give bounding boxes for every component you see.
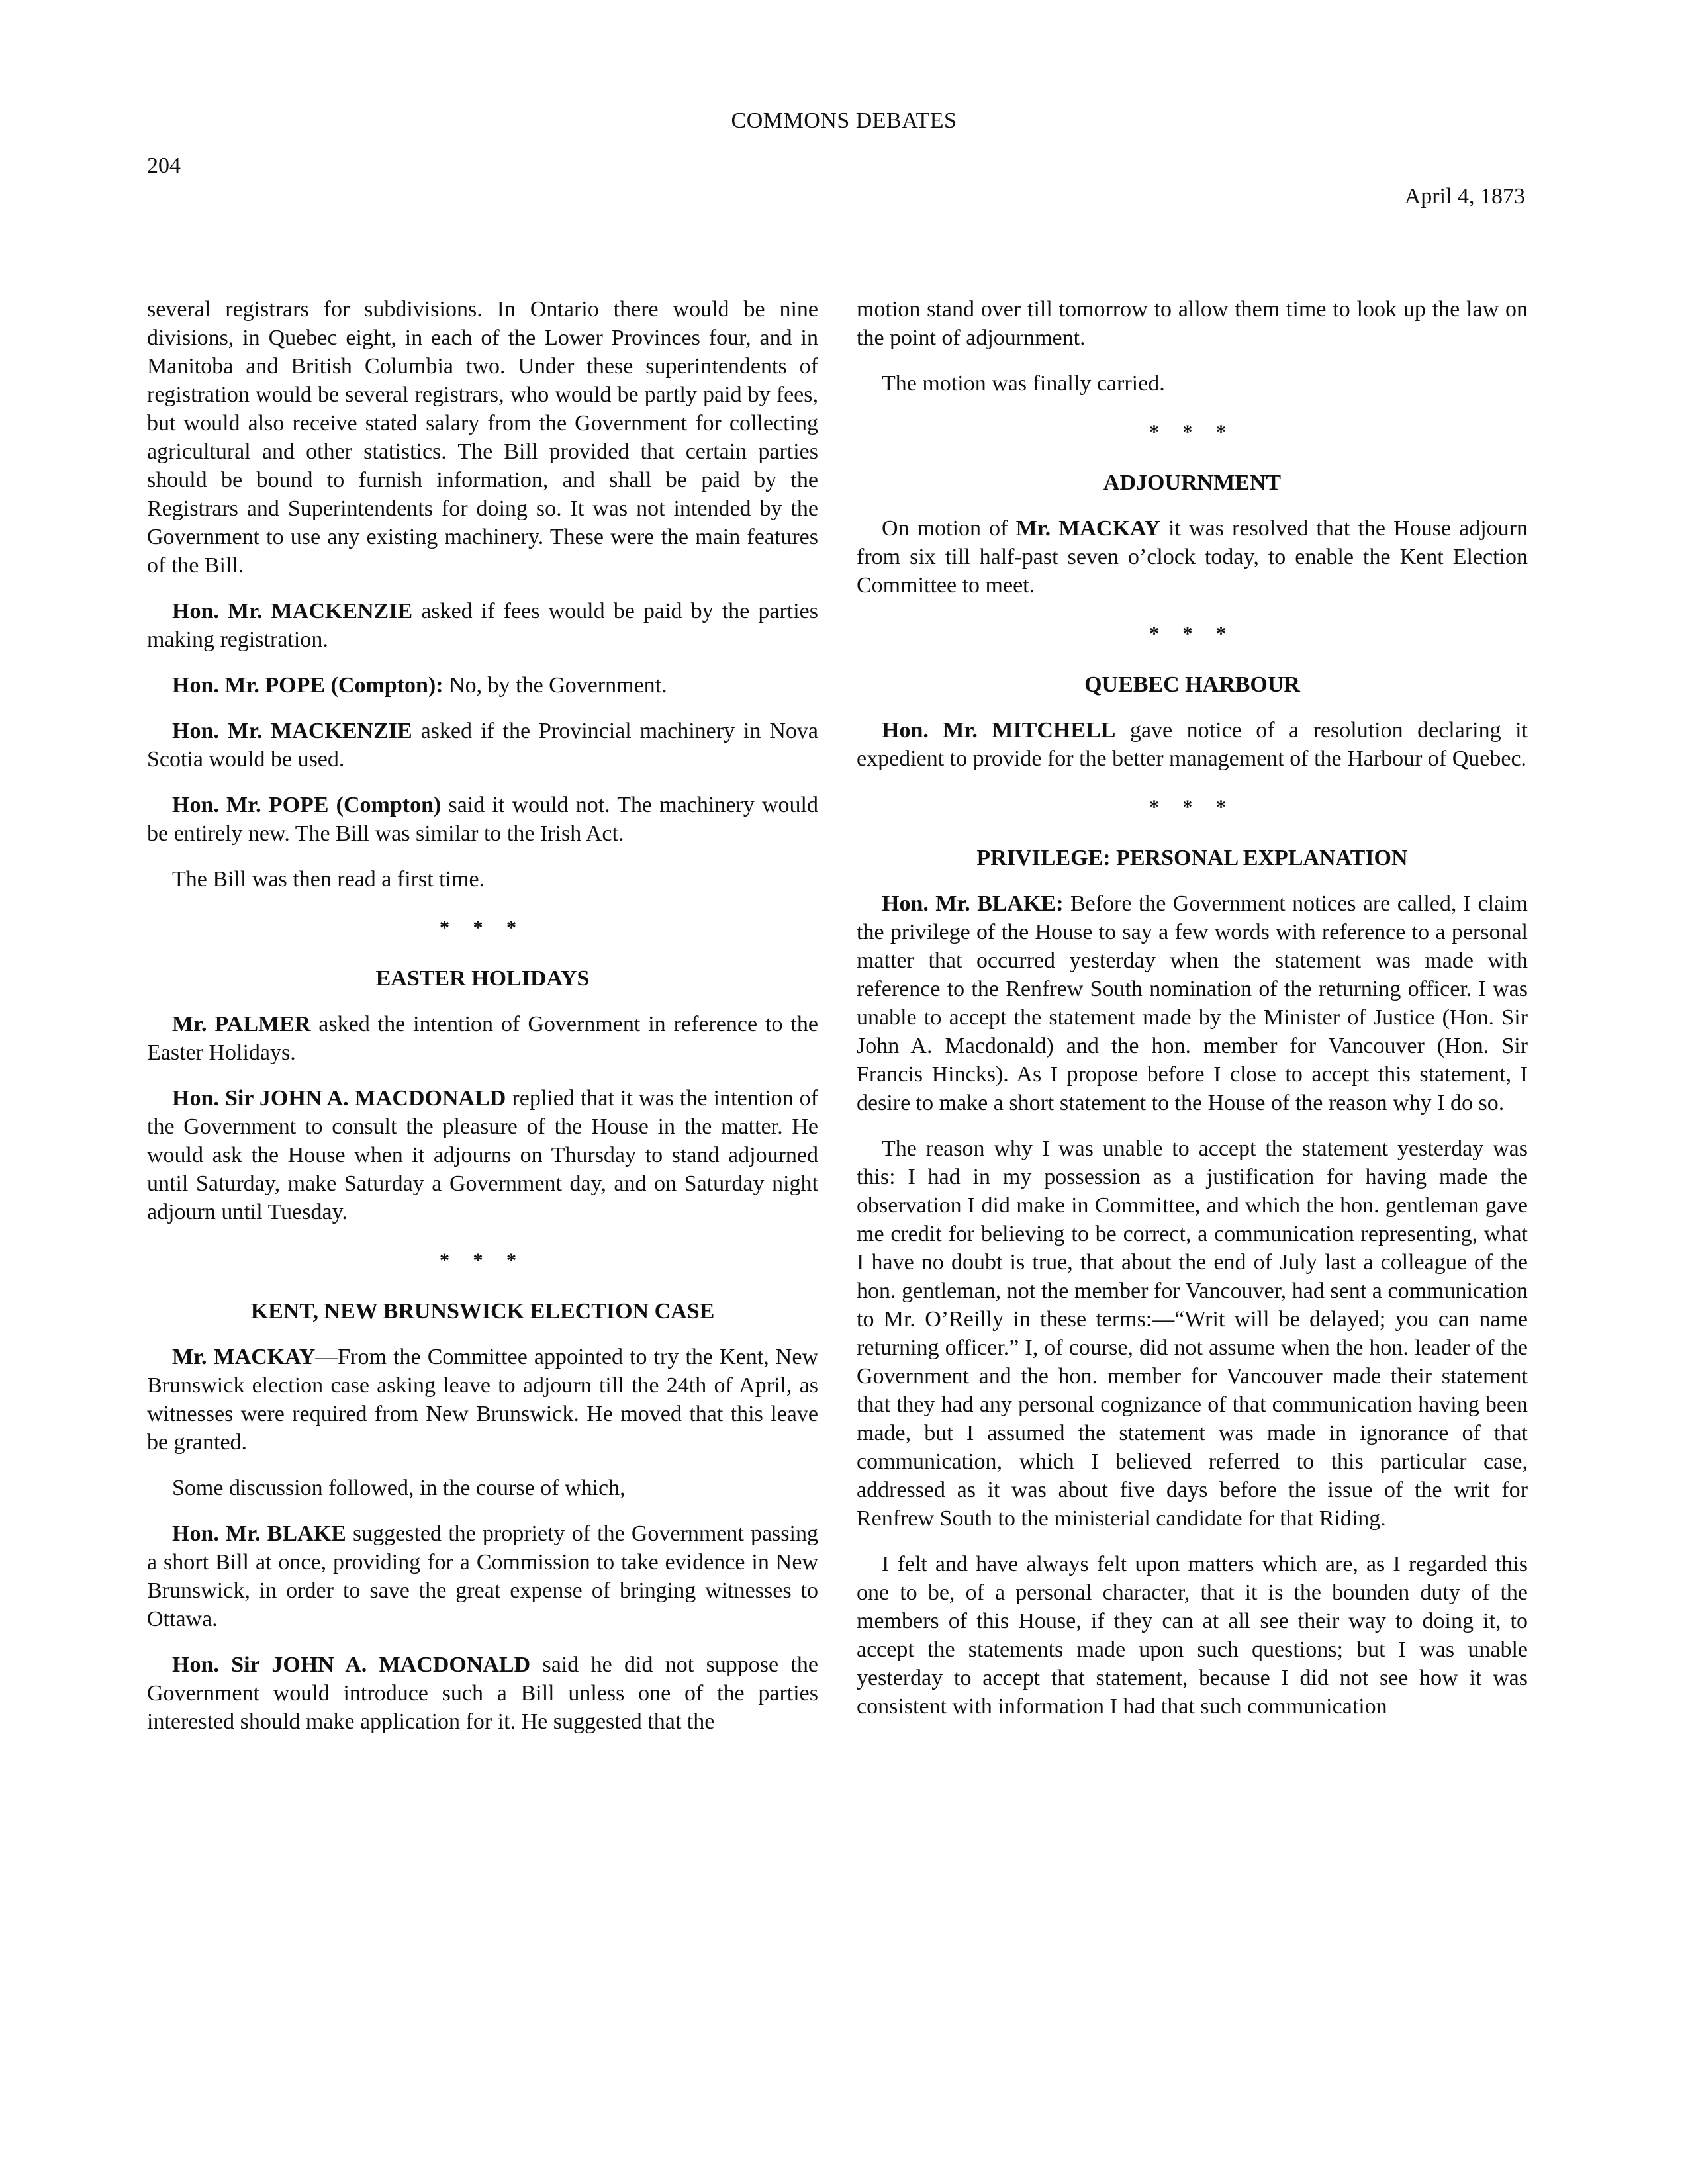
speech-paragraph <box>147 597 818 654</box>
speech-paragraph <box>147 1520 818 1633</box>
page-date: April 4, 1873 <box>1404 184 1525 208</box>
speech-text: —From the Committee appointed to try the Kent, New Brunswick election case asking leave to adjourn till the 24th of April, as witnesses were required from New Brunswick. He moved that this leave be granted. <box>147 1345 818 1455</box>
section-heading-easter-holidays: EASTER HOLIDAYS <box>375 966 590 991</box>
speech-paragraph <box>147 717 818 774</box>
speech-paragraph <box>147 791 818 848</box>
page-number: 204 <box>147 154 181 178</box>
speech-paragraph <box>147 1651 818 1736</box>
speech-text: asked if the Provincial machinery in Nova Scotia would be used. <box>147 719 818 772</box>
section-heading-quebec-harbour: QUEBEC HARBOUR <box>1084 672 1300 697</box>
left-column <box>147 295 818 1753</box>
speaker-name: Hon. Mr. BLAKE: <box>882 891 1064 916</box>
paragraph: motion stand over till tomorrow to allow them time to look up the law on the point of adjournment. <box>857 297 1528 350</box>
speaker-name: Hon. Sir JOHN A. MACDONALD <box>172 1653 531 1677</box>
speech-text: No, by the Government. <box>443 673 667 698</box>
speech-text: said he did not suppose the Government would introduce such a Bill unless one of the parties interested should make application for it. He suggested that the <box>147 1653 818 1734</box>
section-heading-privilege: PRIVILEGE: PERSONAL EXPLANATION <box>976 846 1408 870</box>
speech-text: Before the Government notices are called, I claim the privilege of the House to say a few words with reference to a personal matter that occurred yesterday when the statement was made with reference to the Renfrew South nomination of the returning officer. I was unable to accept the statement made by the Minister of Justice (Hon. Sir John A. Macdonald) and the hon. member for Vancouver (Hon. Sir Francis Hincks). As I propose before I close to accept this statement, I desire to make a short statement to the House of the reason why I do so. <box>857 891 1528 1115</box>
paragraph: several registrars for subdivisions. In Ontario there would be nine divisions, in Quebec eight, in each of the Lower Provinces four, and in Manitoba and British Columbia two. Under these superintendents of registration would be several registrars, who would be partly paid by fees, but would also receive stated salary from the Government for collecting agricultural and other statistics. The Bill provided that certain parties should be bound to furnish information, and shall be paid by the Registrars and Superintendents for doing so. It was not intended by the Government to use any existing machinery. These were the main features of the Bill. <box>147 297 818 578</box>
speaker-name: Mr. PALMER <box>172 1012 311 1036</box>
speaker-name: Hon. Mr. POPE (Compton) <box>172 793 442 817</box>
section-separator: * * * <box>1149 421 1235 443</box>
speech-paragraph <box>147 671 818 700</box>
speaker-name: Hon. Mr. MACKENZIE <box>172 719 412 743</box>
speaker-name: Hon. Mr. BLAKE <box>172 1522 346 1546</box>
section-separator: * * * <box>440 917 526 938</box>
section-separator: * * * <box>1149 796 1235 818</box>
speaker-name: Hon. Mr. MITCHELL <box>882 718 1116 743</box>
speaker-name: Hon. Sir JOHN A. MACDONALD <box>172 1086 506 1111</box>
speaker-name: Hon. Mr. MACKENZIE <box>172 599 413 623</box>
paragraph: The Bill was then read a first time. <box>172 867 485 891</box>
speaker-name: Hon. Mr. POPE (Compton): <box>172 673 444 698</box>
speech-paragraph <box>857 716 1528 773</box>
paragraph: The motion was finally carried. <box>882 371 1165 396</box>
speech-text: On motion of <box>882 516 1016 541</box>
section-separator: * * * <box>440 1250 526 1271</box>
section-heading-kent-election: KENT, NEW BRUNSWICK ELECTION CASE <box>250 1299 715 1324</box>
speech-paragraph <box>147 1010 818 1067</box>
speaker-name: Mr. MACKAY <box>172 1345 316 1369</box>
running-head: COMMONS DEBATES <box>731 109 957 133</box>
speech-text: asked if fees would be paid by the parties making registration. <box>147 599 818 652</box>
paragraph: The reason why I was unable to accept the statement yesterday was this: I had in my possession as a justification for having made the observation I did make in Committee, and which the hon. gentleman gave me credit for believing to be correct, a communication representing, what I have no doubt is true, that about the end of July last a colleague of the hon. gentleman, not the member for Vancouver, had sent a communication to Mr. O’Reilly in these terms:—“Writ will be delayed; you can name returning officer.” I, of course, did not assume when the hon. leader of the Government and the hon. member for Vancouver made their statement that they had any personal cognizance of that communication having been made, but I assumed the statement was made in ignorance of that communication, which I believed referred to this particular case, addressed as it was about five days before the issue of the writ for Renfrew South to the ministerial candidate for that Riding. <box>857 1136 1528 1531</box>
speech-text: gave notice of a resolution declaring it expedient to provide for the better management of the Harbour of Quebec. <box>857 718 1528 771</box>
speech-text: replied that it was the intention of the Government to consult the pleasure of the House in the matter. He would ask the House when it adjourns on Thursday to stand adjourned until Saturday, make Saturday a Government day, and on Saturday night adjourn until Tuesday. <box>147 1086 818 1224</box>
section-heading-adjournment: ADJOURNMENT <box>1103 471 1282 495</box>
paragraph: Some discussion followed, in the course of which, <box>172 1476 626 1500</box>
speaker-name: Mr. MACKAY <box>1015 516 1160 541</box>
speech-text: it was resolved that the House adjourn from six till half-past seven o’clock today, to enable the Kent Election Committee to meet. <box>857 516 1528 598</box>
speech-paragraph <box>147 1343 818 1457</box>
speech-text: suggested the propriety of the Government passing a short Bill at once, providing for a Commission to take evidence in New Brunswick, in order to save the great expense of bringing witnesses to Ottawa. <box>147 1522 818 1631</box>
speech-text: said it would not. The machinery would be entirely new. The Bill was similar to the Irish Act. <box>147 793 818 846</box>
speech-text: asked the intention of Government in reference to the Easter Holidays. <box>147 1012 818 1065</box>
speech-paragraph <box>857 514 1528 600</box>
section-separator: * * * <box>1149 623 1235 645</box>
speech-paragraph <box>147 1084 818 1226</box>
speech-paragraph <box>857 889 1528 1117</box>
paragraph: I felt and have always felt upon matters which are, as I regarded this one to be, of a personal character, that it is the bounden duty of the members of this House, if they can at all see their way to doing it, to accept the statements made upon such questions; but I was unable yesterday to accept that statement, because I did not see how it was consistent with information I had that such communication <box>857 1552 1528 1719</box>
right-column <box>857 295 1528 1738</box>
